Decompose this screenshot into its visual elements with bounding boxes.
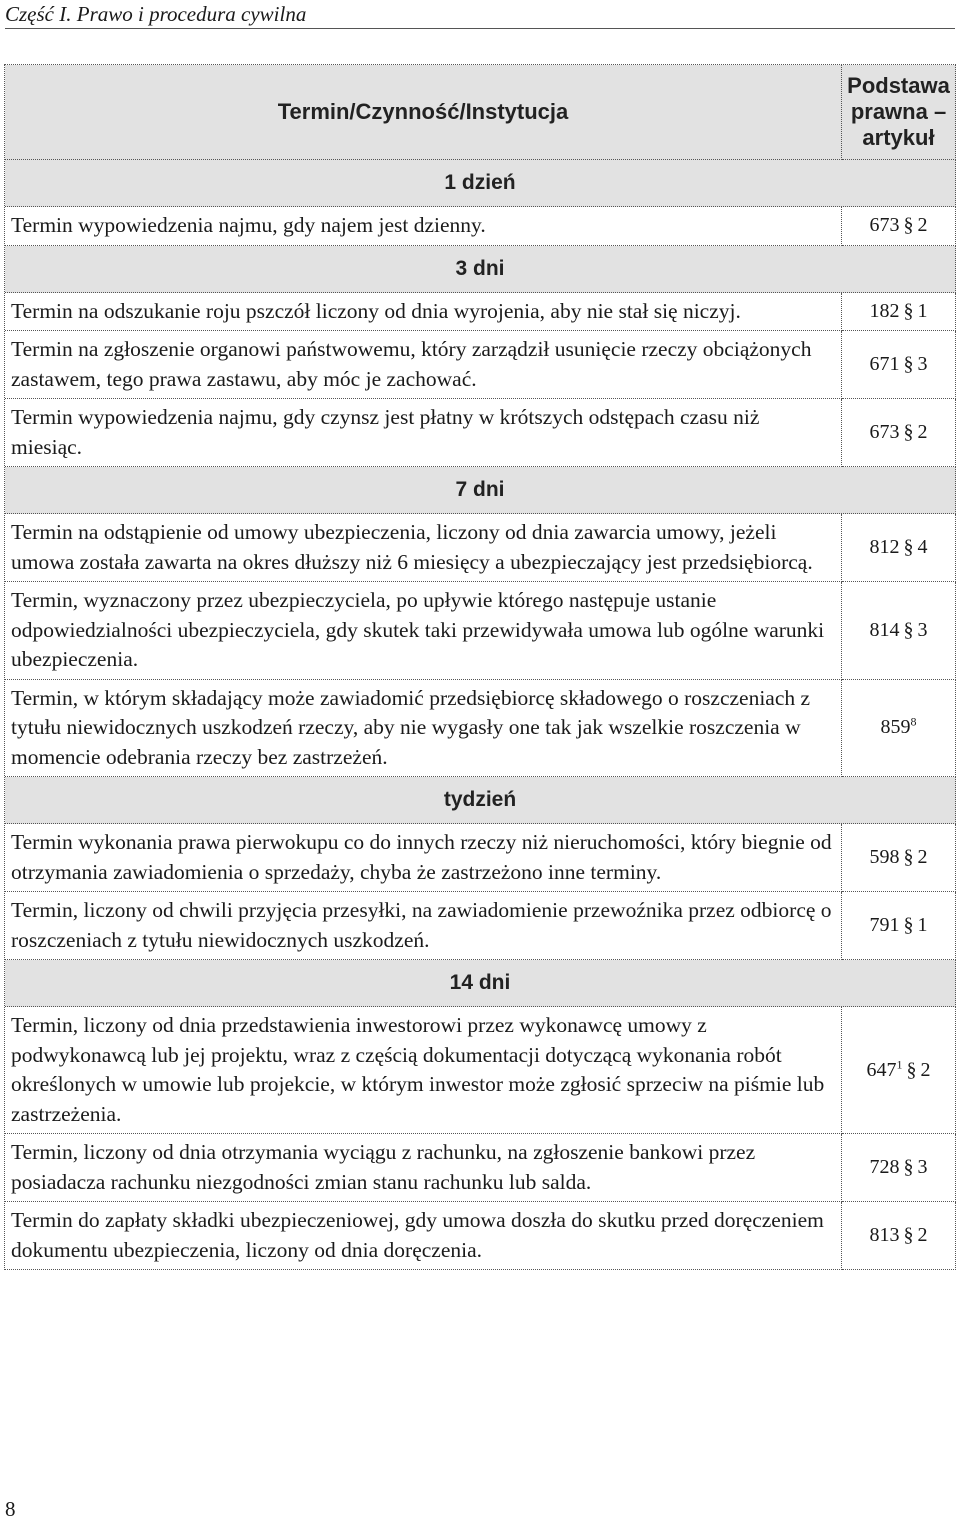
table-row	[5, 207, 956, 246]
article-number: 671	[869, 353, 900, 375]
table-body	[5, 160, 956, 1270]
table-row	[5, 824, 956, 892]
term-description: Termin, wyznaczony przez ubezpieczyciela, po upływie którego następuje ustanie odpowiedzialności ubezpieczyciela, gdy skutek taki przewidywała umowa lub ogólne warunki ubezpieczenia.	[5, 582, 842, 680]
legal-basis-cell	[842, 1007, 956, 1134]
paragraph-number: 4	[917, 536, 928, 558]
article-number: 673	[869, 214, 900, 237]
section-sign: §	[903, 353, 914, 375]
article-number: 859	[880, 716, 911, 739]
section-title: 14 dni	[5, 960, 956, 1007]
section-title: 3 dni	[5, 246, 956, 293]
paragraph-number: 2	[917, 214, 928, 237]
table-row	[5, 892, 956, 960]
term-description: Termin, liczony od dnia przedstawienia inwestorowi przez wykonawcę umowy z podwykonawcą lub jej projektu, wraz z częścią dokumentacji dotyczącą wykonania robót określonych w umowie lub projekcie, w którym inwestor może zgłosić sprzeciw na piśmie lub zastrzeżenia.	[5, 1007, 842, 1134]
table-row	[5, 331, 956, 399]
article-number: 673	[869, 421, 900, 443]
section-sign: §	[903, 214, 914, 237]
article-superscript: 8	[910, 714, 917, 729]
section-sign: §	[903, 536, 914, 558]
article-number: 813	[869, 1224, 900, 1246]
section-sign: §	[903, 618, 914, 641]
legal-basis-cell	[842, 514, 956, 582]
section-row	[5, 160, 956, 207]
section-sign: §	[903, 1156, 914, 1178]
column-header-legal-basis: Podstawa prawna – artykuł	[842, 65, 956, 160]
legal-basis-cell	[842, 1202, 956, 1270]
paragraph-number: 3	[917, 353, 928, 375]
section-sign: §	[906, 1058, 917, 1081]
running-header-title: Część I. Prawo i procedura cywilna	[5, 2, 307, 26]
table-header-row	[5, 65, 956, 160]
section-title: 7 dni	[5, 467, 956, 514]
section-title: 1 dzień	[5, 160, 956, 207]
paragraph-number: 2	[917, 846, 928, 868]
section-row	[5, 777, 956, 824]
paragraph-number: 1	[917, 299, 928, 322]
page-number: 8	[5, 1497, 16, 1521]
term-description: Termin na zgłoszenie organowi państwowemu, który zarządził usunięcie rzeczy obciążonych zastawem, tego prawa zastawu, aby móc je zachować.	[5, 331, 842, 399]
section-row	[5, 246, 956, 293]
table-row	[5, 1202, 956, 1270]
paragraph-number: 3	[917, 618, 928, 641]
table-row	[5, 514, 956, 582]
legal-basis-cell	[842, 207, 956, 246]
legal-basis-cell	[842, 399, 956, 467]
paragraph-number: 2	[917, 421, 928, 443]
article-number: 728	[869, 1156, 900, 1178]
section-sign: §	[903, 299, 914, 322]
table-row	[5, 680, 956, 778]
legal-basis-cell	[842, 293, 956, 332]
section-row	[5, 960, 956, 1007]
paragraph-number: 2	[920, 1058, 931, 1081]
table-row	[5, 1134, 956, 1202]
section-sign: §	[903, 421, 914, 443]
article-number: 814	[869, 618, 900, 641]
running-header	[5, 0, 955, 29]
term-description: Termin na odszukanie roju pszczół liczony od dnia wyrojenia, aby nie stał się niczyj.	[5, 293, 842, 332]
article-number: 647	[866, 1058, 897, 1081]
term-description: Termin na odstąpienie od umowy ubezpieczenia, liczony od dnia zawarcia umowy, jeżeli umowa została zawarta na okres dłuższy niż 6 miesięcy a ubezpieczający jest przedsiębiorcą.	[5, 514, 842, 582]
term-description: Termin, liczony od dnia otrzymania wyciągu z rachunku, na zgłoszenie bankowi przez posiadacza rachunku niezgodności zmian stanu rachunku lub salda.	[5, 1134, 842, 1202]
section-sign: §	[903, 846, 914, 868]
article-number: 812	[869, 536, 900, 558]
legal-basis-cell	[842, 582, 956, 680]
column-header-term: Termin/Czynność/Instytucja	[5, 65, 842, 160]
legal-basis-cell	[842, 680, 956, 778]
table-row	[5, 293, 956, 332]
term-description: Termin, liczony od chwili przyjęcia przesyłki, na zawiadomienie przewoźnika przez odbiorcę o roszczeniach z tytułu niewidocznych uszkodzeń.	[5, 892, 842, 960]
section-sign: §	[903, 1224, 914, 1246]
legal-basis-cell	[842, 824, 956, 892]
article-number: 182	[869, 299, 900, 322]
term-description: Termin, w którym składający może zawiadomić przedsiębiorcę składowego o roszczeniach z tytułu niewidocznych uszkodzeń rzeczy, aby nie wygasły one tak jak wszelkie roszczenia w momencie odebrania rzeczy bez zastrzeżeń.	[5, 680, 842, 778]
article-number: 791	[869, 914, 900, 936]
paragraph-number: 3	[917, 1156, 928, 1178]
section-title: tydzień	[5, 777, 956, 824]
paragraph-number: 1	[917, 914, 928, 936]
section-row	[5, 467, 956, 514]
term-description: Termin wypowiedzenia najmu, gdy czynsz jest płatny w krótszych odstępach czasu niż miesiąc.	[5, 399, 842, 467]
paragraph-number: 2	[917, 1224, 928, 1246]
legal-basis-cell	[842, 1134, 956, 1202]
article-superscript: 1	[896, 1056, 903, 1071]
table-row	[5, 1007, 956, 1134]
table-row	[5, 399, 956, 467]
term-description: Termin wykonania prawa pierwokupu co do innych rzeczy niż nieruchomości, który biegnie od otrzymania zawiadomienia o sprzedaży, chyba że zastrzeżono inne terminy.	[5, 824, 842, 892]
section-sign: §	[903, 914, 914, 936]
article-number: 598	[869, 846, 900, 868]
table-row	[5, 582, 956, 680]
term-description: Termin wypowiedzenia najmu, gdy najem jest dzienny.	[5, 207, 842, 246]
term-description: Termin do zapłaty składki ubezpieczeniowej, gdy umowa doszła do skutku przed doręczeniem dokumentu ubezpieczenia, liczony od dnia doręczenia.	[5, 1202, 842, 1270]
legal-basis-cell	[842, 892, 956, 960]
legal-basis-cell	[842, 331, 956, 399]
terms-table	[4, 64, 956, 1270]
